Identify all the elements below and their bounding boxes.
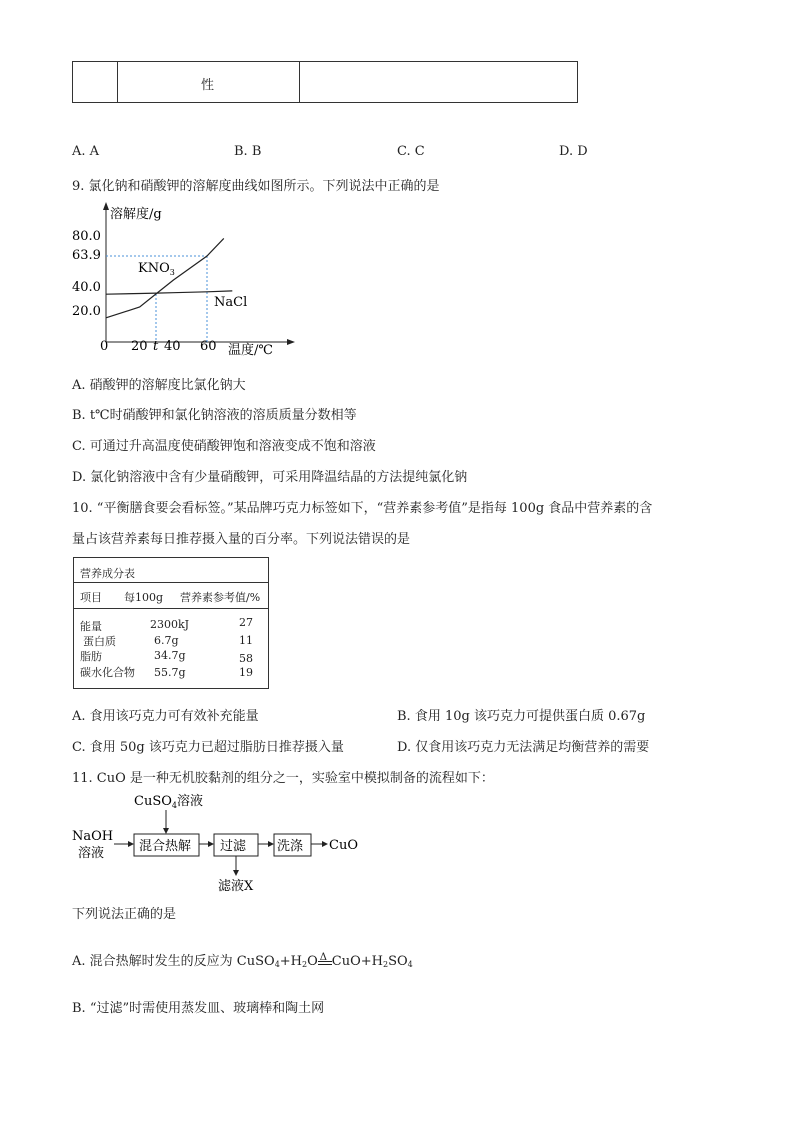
table-cell: 55.7g (154, 666, 186, 679)
q10-option-b[interactable]: B. 食用 10g 该巧克力可提供蛋白质 0.67g (397, 709, 646, 724)
q9-option-b[interactable]: B. t℃时硝酸钾和氯化钠溶液的溶质质量分数相等 (72, 408, 357, 423)
y-tick-label: 80.0 (72, 229, 101, 244)
flow-arrow-head (233, 870, 239, 876)
q10-option-c[interactable]: C. 食用 50g 该巧克力已超过脂肪日推荐摄入量 (72, 740, 344, 755)
table-cell: 脂肪 (80, 650, 102, 663)
eq-term: CuO+H (331, 954, 383, 969)
q10-stem-line1: 10. “平衡膳食要会看标签。”某品牌巧克力标签如下，“营养素参考值”是指每 100g 食品中营养素的含 (72, 501, 653, 516)
flow-arrow-head (322, 841, 328, 847)
eq-term: O (307, 954, 318, 969)
flow-input-cuso4: CuSO$_4$溶液 (134, 794, 203, 810)
flow-byproduct: 滤液X (218, 879, 254, 894)
series-nacl-line (106, 291, 232, 294)
x-tick-label: 60 (200, 339, 217, 354)
eq-condition: Δ (319, 952, 328, 963)
q9-stem: 9. 氯化钠和硝酸钾的溶解度曲线如图所示。下列说法中正确的是 (72, 179, 440, 194)
table-divider (74, 608, 268, 609)
table-divider (74, 582, 268, 583)
q11-stem: 11. CuO 是一种无机胶黏剂的组分之一，实验室中模拟制备的流程如下： (72, 771, 494, 786)
eq-term: CuSO (236, 954, 275, 969)
eq-term: SO (388, 954, 408, 969)
y-tick-label: 40.0 (72, 280, 101, 295)
q8-option-a[interactable]: A. A (72, 144, 100, 159)
flow-step-1: 混合热解 (139, 839, 192, 854)
q8-option-c[interactable]: C. C (397, 144, 425, 159)
x-tick-label: 40 (164, 339, 181, 354)
nutrition-table-title: 营养成分表 (80, 567, 135, 580)
y-axis-arrow (103, 202, 109, 210)
flow-step-2: 过滤 (220, 839, 247, 854)
x-tick-label: 20 (131, 339, 148, 354)
series-kno3-line (106, 238, 224, 317)
flow-step-3: 洗涤 (277, 839, 304, 854)
q8-option-b[interactable]: B. B (234, 144, 262, 159)
table-divider (117, 62, 118, 102)
q10-option-d[interactable]: D. 仅食用该巧克力无法满足均衡营养的需要 (397, 740, 650, 755)
q9-option-a[interactable]: A. 硝酸钾的溶解度比氯化钠大 (72, 378, 246, 393)
q10-option-a[interactable]: A. 食用该巧克力可有效补充能量 (72, 709, 259, 724)
table-cell: 2300kJ (150, 618, 190, 631)
flow-arrow-head (208, 841, 214, 847)
x-tick-label: t (153, 339, 159, 354)
y-axis-label: 溶解度/g (110, 207, 162, 222)
table-divider (299, 62, 300, 102)
eq-term: +H (279, 954, 303, 969)
flow-input-naoh-solution: 溶液 (78, 846, 105, 861)
flow-input-naoh: NaOH (72, 829, 114, 844)
q11-option-a-prefix: A. 混合热解时发生的反应为 (72, 954, 233, 969)
chemical-equation (237, 954, 413, 969)
flow-arrow-head (268, 841, 274, 847)
series-nacl-label: NaCl (214, 295, 248, 310)
table-header: 每100g (124, 591, 164, 604)
y-tick-label: 63.9 (72, 248, 101, 263)
nutrition-table (73, 557, 269, 689)
x-axis-label: 温度/℃ (228, 343, 273, 358)
table-cell: 11 (239, 634, 253, 647)
flow-arrow-head (163, 828, 169, 834)
table-cell: 能量 (80, 620, 102, 633)
series-kno3-label: $KNO_3$ (138, 261, 175, 277)
table-cell: 19 (239, 666, 253, 679)
eq-condition-sign (318, 952, 332, 965)
x-axis-arrow (287, 339, 295, 345)
eq-subscript: 4 (274, 960, 280, 969)
table-cell: 27 (239, 616, 253, 629)
table-cell: 碳水化合物 (80, 666, 135, 679)
q11-option-a[interactable] (72, 950, 413, 969)
table-cell: 蛋白质 (83, 635, 116, 648)
table-header: 项目 (80, 591, 102, 604)
x-tick-label: 0 (100, 339, 109, 354)
q8-option-d[interactable]: D. D (559, 144, 588, 159)
solubility-chart (70, 200, 310, 362)
flow-product: CuO (329, 838, 358, 853)
flow-arrow-head (128, 841, 134, 847)
table-cell: 6.7g (154, 634, 179, 647)
y-tick-label: 20.0 (72, 304, 101, 319)
q9-option-c[interactable]: C. 可通过升高温度使硝酸钾饱和溶液变成不饱和溶液 (72, 439, 376, 454)
q11-sub-stem: 下列说法正确的是 (72, 907, 177, 922)
table-cell: 58 (239, 652, 253, 665)
eq-subscript: 2 (383, 960, 389, 969)
top-table-fragment (72, 61, 578, 103)
eq-subscript: 4 (407, 960, 413, 969)
table-header: 营养素参考值/% (180, 591, 261, 604)
process-flow-diagram (70, 790, 370, 896)
q10-stem-line2: 量占该营养素每日推荐摄入量的百分率。下列说法错误的是 (72, 532, 411, 547)
q9-option-d[interactable]: D. 氯化钠溶液中含有少量硝酸钾，可采用降温结晶的方法提纯氯化钠 (72, 470, 468, 485)
table-cell-text: 性 (201, 78, 215, 93)
table-cell: 34.7g (154, 649, 186, 662)
q11-option-b[interactable]: B. “过滤”时需使用蒸发皿、玻璃棒和陶土网 (72, 1001, 325, 1016)
eq-subscript: 2 (302, 960, 308, 969)
